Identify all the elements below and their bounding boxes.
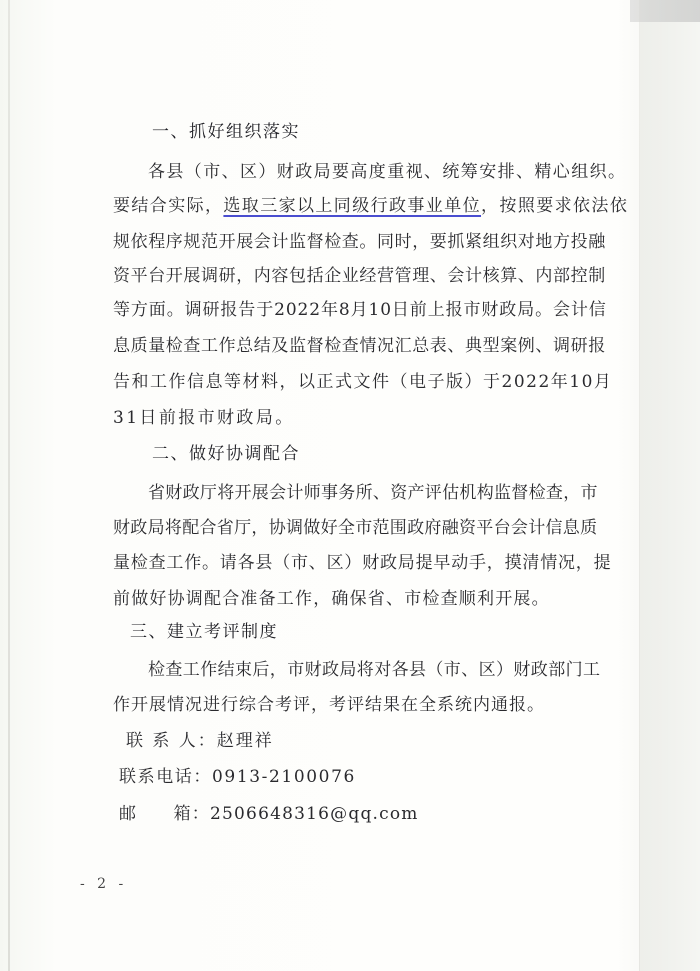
section-1-line-2 bbox=[113, 196, 628, 216]
section-1-line-2c: ，按照要求依法依 bbox=[481, 196, 629, 216]
section-3-line-2: 作开展情况进行综合考评，考评结果在全系统内通报。 bbox=[113, 695, 545, 715]
contact-phone: 联系电话：0913-2100076 bbox=[119, 767, 356, 787]
page-edge-left bbox=[8, 0, 10, 971]
section-heading-3: 三、建立考评制度 bbox=[130, 622, 278, 642]
section-1-line-4: 资平台开展调研，内容包括企业经营管理、会计核算、内部控制 bbox=[113, 266, 606, 286]
section-1-line-5: 等方面。调研报告于2022年8月10日前上报市财政局。会计信 bbox=[113, 300, 607, 320]
section-2-line-1: 省财政厅将开展会计师事务所、资产评估机构监督检查，市 bbox=[148, 483, 598, 503]
section-3-line-1: 检查工作结束后，市财政局将对各县（市、区）财政部门工 bbox=[148, 660, 601, 680]
section-1-line-8: 31日前报市财政局。 bbox=[113, 408, 295, 428]
page-number: - 2 - bbox=[80, 876, 128, 892]
section-2-line-2: 财政局将配合省厅，协调做好全市范围政府融资平台会计信息质 bbox=[113, 518, 598, 538]
section-1-line-3: 规依程序规范开展会计监督检查。同时，要抓紧组织对地方投融 bbox=[113, 232, 606, 252]
page-edge-right bbox=[639, 0, 640, 971]
section-2-line-3: 量检查工作。请各县（市、区）财政局提早动手，摸清情况，提 bbox=[113, 553, 612, 573]
contact-person: 联 系 人：赵理祥 bbox=[126, 731, 274, 751]
section-1-line-7: 告和工作信息等材料，以正式文件（电子版）于2022年10月 bbox=[113, 372, 613, 392]
contact-email: 邮 箱：2506648316@qq.com bbox=[119, 804, 419, 824]
section-2-line-4: 前做好协调配合准备工作，确保省、市检查顺利开展。 bbox=[113, 589, 550, 609]
underlined-phrase: 选取三家以上同级行政事业单位 bbox=[223, 196, 482, 216]
section-1-line-1: 各县（市、区）财政局要高度重视、统筹安排、精心组织。 bbox=[148, 162, 627, 182]
binding-strip bbox=[630, 0, 700, 22]
section-heading-2: 二、做好协调配合 bbox=[152, 444, 300, 464]
section-1-line-2a: 要结合实际， bbox=[113, 196, 224, 216]
section-heading-1: 一、抓好组织落实 bbox=[152, 122, 300, 142]
paper-fold-shadow bbox=[640, 0, 700, 971]
section-1-line-6: 息质量检查工作总结及监督检查情况汇总表、典型案例、调研报 bbox=[113, 336, 606, 356]
